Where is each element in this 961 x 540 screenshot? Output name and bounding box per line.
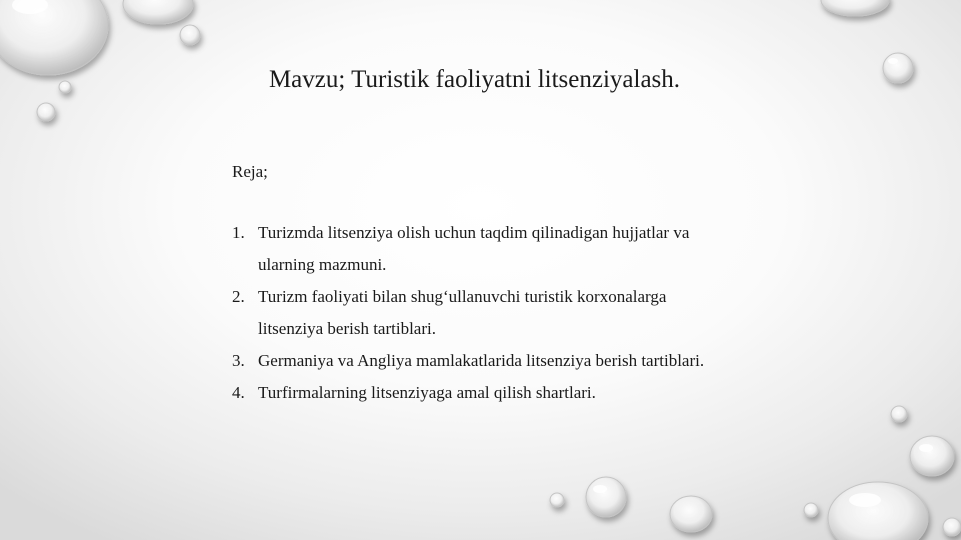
list-item [232,217,712,281]
list-item-number: 2. [232,287,245,306]
droplet [828,482,928,540]
droplet [910,436,954,476]
list-item-text: Turizm faoliyati bilan shug‘ullanuvchi turistik korxonalarga litsenziya berish tartiblari. [258,287,667,338]
plan-heading: Reja; [232,162,268,181]
droplet [891,406,907,422]
plan-section [232,161,712,409]
droplet [670,496,712,532]
list-item-number: 4. [232,383,245,402]
droplet [821,0,889,16]
slide-title: Mavzu; Turistik faoliyatni litsenziyalash. [268,66,681,93]
list-item-number: 1. [232,223,245,242]
list-item [232,377,712,409]
droplet [586,477,626,517]
droplet [804,503,818,517]
list-item-text: Turizmda litsenziya olish uchun taqdim qilinadigan hujjatlar va ularning mazmuni. [258,223,690,274]
list-item [232,281,712,345]
droplet [0,0,108,75]
list-item-text: Turfirmalarning litsenziyaga amal qilish shartlari. [258,383,596,402]
list-item [232,345,712,377]
droplet [123,0,193,24]
droplet [180,25,200,45]
plan-list [232,217,712,409]
list-item-text: Germaniya va Angliya mamlakatlarida litsenziya berish tartiblari. [258,351,705,370]
droplet [943,518,961,536]
droplet [550,493,564,507]
droplet [37,103,55,121]
list-item-number: 3. [232,351,245,370]
